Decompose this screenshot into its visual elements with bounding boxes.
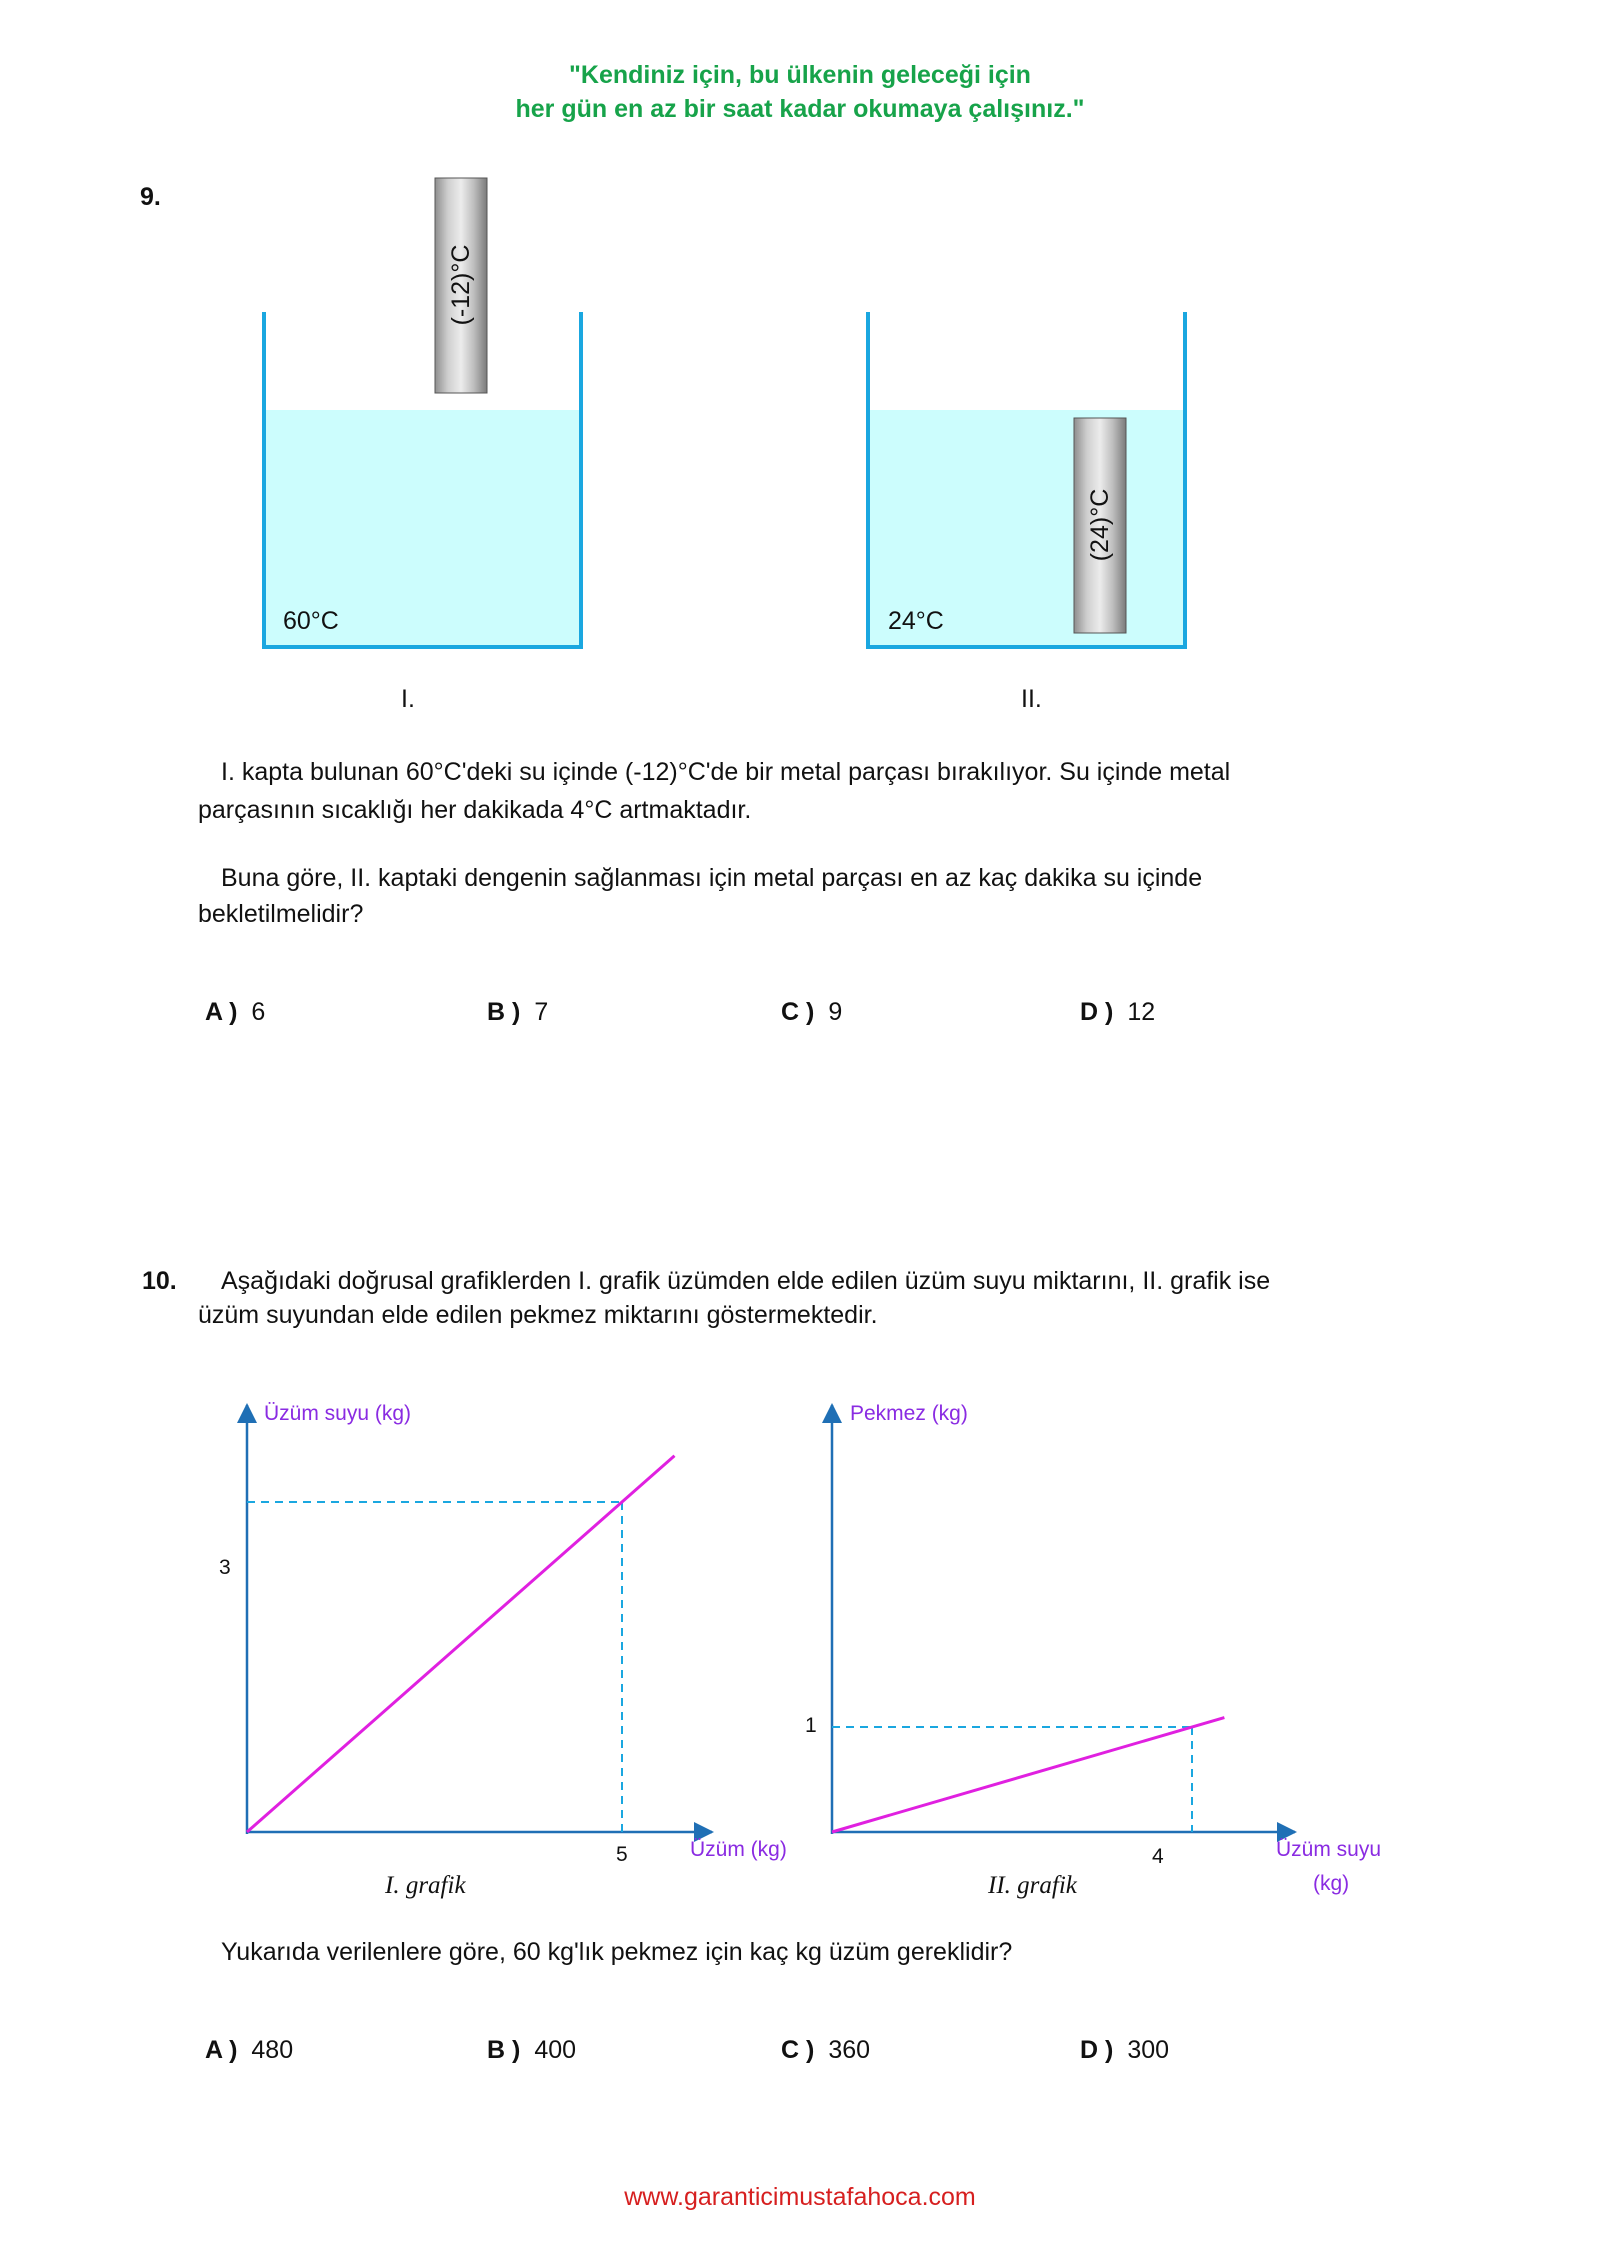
- q9-paragraph-1-line-1: I. kapta bulunan 60°C'deki su içinde (-12)°C'de bir metal parçası bırakılıyor. Su içinde metal: [221, 758, 1231, 786]
- graph-2-x-axis-label-line-2: (kg): [1313, 1872, 1350, 1895]
- graph-2-title: II. grafik: [988, 1872, 1077, 1899]
- q10-option-b[interactable]: B ) 400: [487, 2036, 577, 2064]
- graph-2: [832, 1405, 1295, 1834]
- q9-option-b[interactable]: B ) 7: [487, 998, 549, 1026]
- motto-line-2: her gün en az bir saat kadar okumaya çalışınız.": [515, 95, 1085, 123]
- q9-paragraph-2-line-2: bekletilmelidir?: [198, 900, 364, 928]
- container-1-caption: I.: [401, 685, 415, 713]
- q9-option-c[interactable]: C ) 9: [781, 998, 843, 1026]
- q9-option-a[interactable]: A ) 6: [205, 998, 266, 1026]
- question-10-number: 10.: [142, 1267, 177, 1295]
- q10-option-c[interactable]: C ) 360: [781, 2036, 871, 2064]
- graph-2-x-axis-label-line-1: Üzüm suyu: [1276, 1838, 1382, 1861]
- q10-question: Yukarıda verilenlere göre, 60 kg'lık pekmez için kaç kg üzüm gereklidir?: [221, 1938, 1013, 1966]
- q9-paragraph-1-line-2: parçasının sıcaklığı her dakikada 4°C artmaktadır.: [198, 796, 752, 824]
- q10-paragraph-line-1: Aşağıdaki doğrusal grafiklerden I. grafik üzümden elde edilen üzüm suyu miktarını, II. grafik ise: [221, 1267, 1271, 1295]
- q10-paragraph-line-2: üzüm suyundan elde edilen pekmez miktarını göstermektedir.: [198, 1301, 878, 1329]
- graph-2-x-tick: 4: [1152, 1845, 1164, 1868]
- graph-2-series-line: [832, 1718, 1224, 1832]
- graph-1-x-tick: 5: [616, 1843, 628, 1866]
- graph-1-y-axis-label: Üzüm suyu (kg): [264, 1402, 412, 1425]
- container-2: [868, 312, 1185, 647]
- rod-2-label: (24)°C: [1086, 488, 1114, 562]
- motto-line-1: "Kendiniz için, bu ülkenin geleceği için: [569, 61, 1031, 89]
- q10-option-d[interactable]: D ) 300: [1080, 2036, 1170, 2064]
- question-9-number: 9.: [140, 183, 161, 211]
- rod-1-label: (-12)°C: [447, 244, 475, 326]
- graph-1-y-tick: 3: [219, 1556, 231, 1579]
- q9-paragraph-2-line-1: Buna göre, II. kaptaki dengenin sağlanması için metal parçası en az kaç dakika su içinde: [221, 864, 1203, 892]
- graph-1: [247, 1405, 712, 1834]
- footer-url[interactable]: www.garanticimustafahoca.com: [624, 2183, 976, 2211]
- graph-1-x-axis-label: Üzüm (kg): [690, 1838, 787, 1861]
- container-2-temperature: 24°C: [888, 607, 944, 635]
- graph-2-y-axis-label: Pekmez (kg): [850, 1402, 968, 1425]
- container-1-temperature: 60°C: [283, 607, 339, 635]
- q10-option-a[interactable]: A ) 480: [205, 2036, 294, 2064]
- container-1: [264, 178, 581, 647]
- container-2-caption: II.: [1021, 685, 1042, 713]
- graph-1-title: I. grafik: [385, 1872, 466, 1899]
- q9-option-d[interactable]: D ) 12: [1080, 998, 1156, 1026]
- graph-1-series-line: [247, 1456, 675, 1832]
- graph-2-y-tick: 1: [805, 1714, 817, 1737]
